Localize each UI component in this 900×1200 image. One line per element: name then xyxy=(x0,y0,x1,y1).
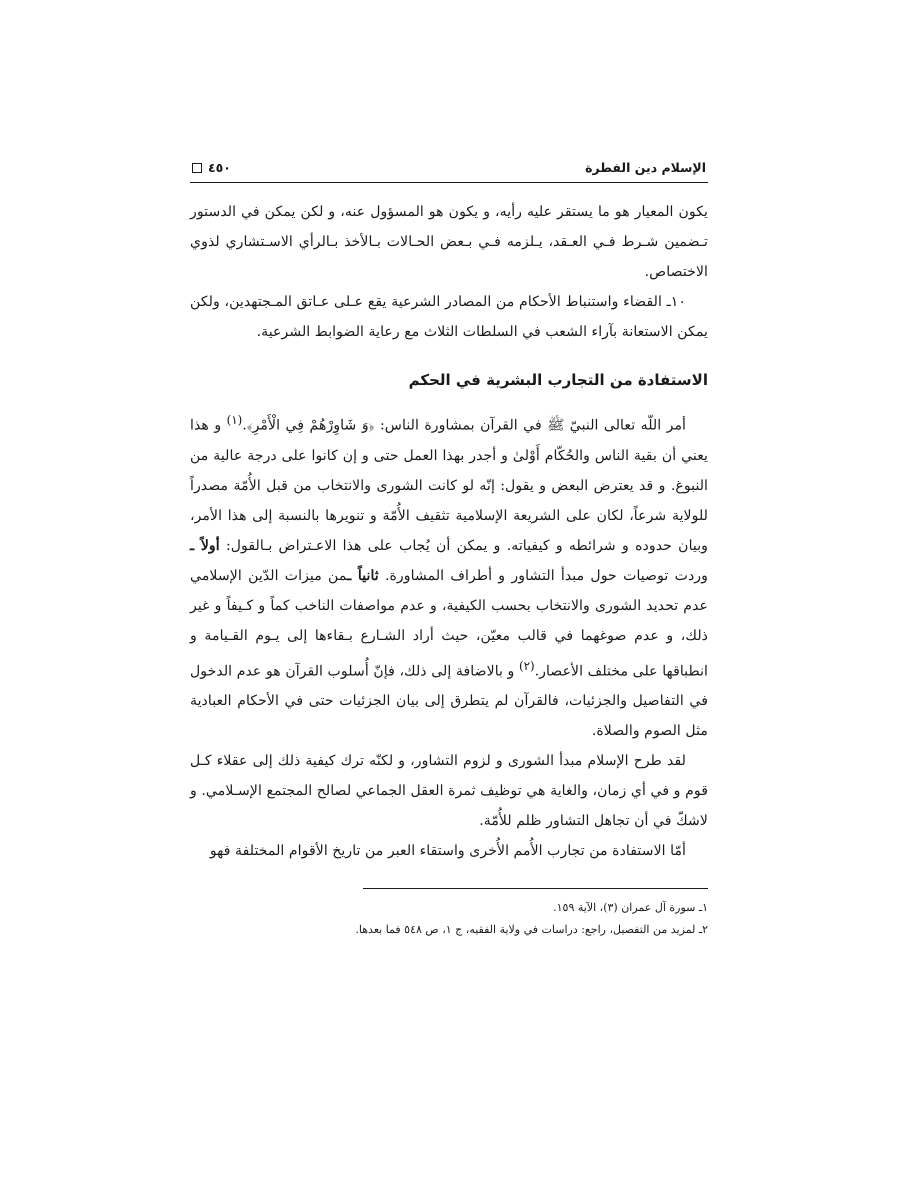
page-number-group xyxy=(192,160,231,175)
book-page xyxy=(190,160,708,941)
text-run: و هذا يعني أن بقية الناس والحُكّام أَوْلىٰ و أجدر بهذا العمل حتى و إن كانوا على درجة عالية من النبوغ. و قد يعترض البعض و يقول: إنّه لو كانت الشورى والانتخاب من قبل الأُمّة مصدراً للولاية شرعاً، لكان على الشريعة الإسلامية تثقيف الأُمّة و تنويرها بالنسبة إلى هذا الأمر، وبيان حدوده و شرائطه و كيفياته. و يمكن أن يُجاب على هذا الاعـتراض بـالقول: xyxy=(190,417,709,554)
page-number: ٤٥٠ xyxy=(208,160,231,175)
text-run: أمر اللّه تعالى النبيّ ﷺ في القرآن بمشاورة الناس: ﴿وَ شَاوِرْهُمْ فِي الْأَمْرِ﴾. xyxy=(242,417,686,434)
bold-marker: أولاً ـ xyxy=(190,537,220,554)
paragraph: أمّا الاستفادة من تجارب الأُمم الأُخرى واستقاء العبر من تاريخ الأقوام المختلفة فهو xyxy=(209,843,686,860)
paragraph: لقد طرح الإسلام مبدأ الشورى و لزوم التشاور، و لكنّه ترك كيفية ذلك إلى عقلاء كـل قوم و في أي زمان، والغاية هي توظيف ثمرة العقل الجماعي لصالح المجتمع الإسـلامي. و لاشكّ في أن تجاهل التشاور ظلم للأُمّة. xyxy=(190,753,708,830)
footnote-ref: (٢) xyxy=(518,658,535,673)
bold-marker: ثانياً ـ xyxy=(347,567,379,584)
square-bullet-icon xyxy=(192,163,202,173)
paragraph: ١٠ـ القضاء واستنباط الأحكام من المصادر الشرعية يقع عـلى عـاتق المـجتهدين، ولكن يمكن الاستعانة بآراء الشعب في السلطات الثلاث مع رعاية الضوابط الشرعية. xyxy=(190,294,708,340)
text-run: و بالاضافة إلى ذلك، فإنّ أُسلوب القرآن هو عدم الدخول في التفاصيل والجزئيات، فالقرآن لم يتطرق إلى بيان الجزئيات حتى في الأحكام العبادية مثل الصوم والصلاة. xyxy=(190,663,708,740)
text-run: وردت توصيات حول مبدأ التشاور و أطراف المشاورة. xyxy=(378,567,709,584)
footnote: ٢ـ لمزيد من التفصيل، راجع: دراسات في ولاية الفقيه، ج ١، ص ٥٤٨ فما بعدها. xyxy=(355,923,708,937)
footnote: ١ـ سورة آل عمران (٣)، الآية ١٥٩. xyxy=(553,901,708,915)
footnote-ref: (١) xyxy=(226,413,243,427)
section-heading: الاستفادة من التجارب البشرية في الحكم xyxy=(408,371,708,389)
text-run: من ميزات الدّين الإسلامي عدم تحديد الشورى والانتخاب بحسب الكيفية، و عدم مواصفات الناخب كماً و كـيفاً و غير ذلك، و عدم صوغهما في قالب معيّن، حيث أراد الشـارع بـقاءها إلى يـوم القـيامة و انطباقها على مختلف الأعصار. xyxy=(190,567,708,680)
running-header xyxy=(190,160,708,183)
running-title: الإسلام دين الفطرة xyxy=(585,160,706,175)
footnotes xyxy=(355,888,708,941)
paragraph: يكون المعيار هو ما يستقر عليه رأيه، و يكون هو المسؤول عنه، و لكن يمكن في الدستور تـضمين شـرط فـي العـقد، يـلزمه فـي بـعض الحـالات بـالأخذ بـالرأي الاسـتشاري لذوي الاختصاص. xyxy=(190,204,708,280)
body-text xyxy=(190,197,708,866)
paragraph xyxy=(190,405,708,746)
